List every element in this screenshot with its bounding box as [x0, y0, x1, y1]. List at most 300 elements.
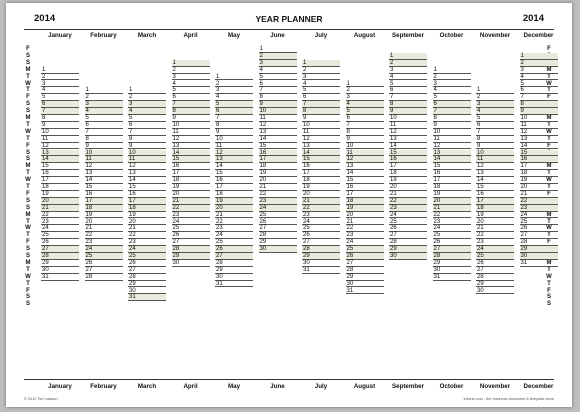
weekday-letter-right: M: [546, 66, 552, 73]
day-cell: 20: [259, 177, 297, 184]
day-cell: 10: [85, 150, 123, 157]
day-cell: 17: [85, 198, 123, 205]
day-cell: 21: [433, 205, 471, 212]
day-cell: 29: [128, 281, 166, 288]
day-cell: 1: [215, 74, 253, 81]
month-header-bottom: March: [137, 383, 157, 390]
day-cell: 12: [85, 163, 123, 170]
day-cell: 9: [41, 122, 79, 129]
planner-sheet: [6, 3, 572, 407]
day-cell: 10: [433, 129, 471, 136]
top-rule: [24, 29, 554, 30]
day-cell: 13: [389, 136, 427, 143]
weekday-letter-right: W: [546, 273, 552, 280]
day-cell: 25: [259, 212, 297, 219]
day-cell: 1: [41, 67, 79, 74]
day-cell: 11: [433, 136, 471, 143]
day-cell: 3: [172, 74, 210, 81]
day-cell: 18: [302, 177, 340, 184]
day-cell: 30: [41, 267, 79, 274]
day-cell: 31: [346, 288, 384, 295]
weekday-letter-left: S: [25, 204, 30, 211]
month-header-bottom: August: [353, 383, 376, 390]
day-cell: 9: [389, 108, 427, 115]
day-cell: 20: [346, 212, 384, 219]
day-cell: 14: [259, 136, 297, 143]
day-cell: 25: [128, 253, 166, 260]
day-cell: 7: [215, 115, 253, 122]
weekday-letter-left: M: [25, 115, 31, 121]
weekday-letter-right: T: [547, 87, 551, 94]
day-cell: 9: [172, 115, 210, 122]
month-header-bottom: April: [183, 383, 198, 390]
day-cell: 9: [128, 143, 166, 150]
weekday-letter-left: F: [26, 287, 30, 294]
day-cell: 4: [41, 87, 79, 94]
day-cell: 28: [172, 246, 210, 253]
day-cell: 12: [433, 143, 471, 150]
day-cell: 5: [346, 108, 384, 115]
day-cell: 22: [520, 198, 558, 205]
weekday-letter-right: W: [546, 80, 552, 87]
weekday-letter-left: S: [25, 156, 30, 163]
day-cell: 10: [520, 115, 558, 122]
day-cell: 14: [85, 177, 123, 184]
day-cell: 9: [215, 129, 253, 136]
day-cell: 14: [302, 150, 340, 157]
month-header-top: April: [183, 32, 198, 39]
weekday-letter-left: M: [25, 66, 31, 73]
day-cell: 13: [85, 170, 123, 177]
day-cell: 15: [302, 156, 340, 163]
day-cell: 8: [520, 101, 558, 108]
weekday-letter-left: T: [26, 218, 30, 225]
day-cell: 24: [346, 239, 384, 246]
day-cell: 14: [520, 143, 558, 150]
day-cell: 23: [476, 239, 514, 246]
day-cell: 7: [346, 122, 384, 129]
day-cell: 18: [85, 205, 123, 212]
day-cell: 26: [172, 232, 210, 239]
day-cell: 30: [346, 281, 384, 288]
day-cell: 1: [302, 60, 340, 67]
day-cell: 6: [215, 108, 253, 115]
weekday-letter-right: T: [547, 170, 551, 177]
weekday-letter-right: T: [547, 266, 551, 273]
day-cell: 8: [346, 129, 384, 136]
day-cell: 26: [41, 239, 79, 246]
day-cell: 28: [302, 246, 340, 253]
day-cell: 16: [172, 163, 210, 170]
day-cell: 10: [172, 122, 210, 129]
credit-text: infozio.com - the business document & template store: [463, 397, 554, 401]
day-cell: 30: [476, 288, 514, 295]
day-cell: 8: [215, 122, 253, 129]
day-cell: 28: [346, 267, 384, 274]
day-cell: 17: [346, 191, 384, 198]
day-cell: 20: [172, 191, 210, 198]
weekday-letter-left: T: [26, 280, 30, 287]
day-cell: 28: [128, 274, 166, 281]
day-cell: 11: [215, 143, 253, 150]
day-cell: 10: [128, 150, 166, 157]
day-cell: 5: [85, 115, 123, 122]
weekday-letter-left: S: [25, 59, 30, 66]
day-cell: 21: [128, 225, 166, 232]
day-cell: 16: [215, 177, 253, 184]
day-cell: 31: [41, 274, 79, 281]
weekday-letter-right: M: [546, 211, 552, 218]
day-cell: 8: [172, 108, 210, 115]
day-cell: 5: [215, 101, 253, 108]
copyright-text: © 2012 Tim Lawson: [24, 397, 58, 401]
day-cell: 29: [346, 274, 384, 281]
day-cell: 29: [389, 246, 427, 253]
day-cell: 12: [41, 143, 79, 150]
day-cell: 25: [346, 246, 384, 253]
day-cell: 26: [259, 219, 297, 226]
day-cell: 1: [520, 53, 558, 60]
day-cell: 13: [41, 150, 79, 157]
day-cell: 11: [85, 156, 123, 163]
day-cell: 24: [302, 219, 340, 226]
day-cell: 5: [476, 115, 514, 122]
day-cell: 7: [433, 108, 471, 115]
month-header-bottom: November: [479, 383, 511, 390]
weekday-letter-left: T: [26, 184, 30, 190]
day-cell: 25: [172, 225, 210, 232]
day-cell: 10: [389, 115, 427, 122]
day-cell: 21: [215, 212, 253, 219]
day-cell: 1: [346, 81, 384, 88]
weekday-letter-left: W: [25, 80, 31, 87]
day-cell: 18: [215, 191, 253, 198]
weekday-letter-left: W: [25, 128, 31, 135]
page-title: YEAR PLANNER: [255, 14, 323, 24]
day-cell: 23: [389, 205, 427, 212]
day-cell: 8: [433, 115, 471, 122]
day-cell: 23: [346, 232, 384, 239]
day-cell: 2: [128, 94, 166, 101]
day-cell: 11: [520, 122, 558, 129]
day-cell: 25: [41, 232, 79, 239]
day-cell: 16: [433, 170, 471, 177]
day-cell: 8: [85, 136, 123, 143]
day-cell: 23: [85, 239, 123, 246]
day-cell: 17: [476, 198, 514, 205]
day-cell: 2: [433, 74, 471, 81]
day-cell: 17: [128, 198, 166, 205]
weekday-letter-left: M: [25, 163, 31, 170]
weekday-letter-right: W: [546, 177, 552, 184]
day-cell: 22: [215, 219, 253, 226]
day-cell: 6: [520, 87, 558, 94]
day-cell: 30: [433, 267, 471, 274]
day-cell: 25: [476, 253, 514, 260]
day-cell: 13: [302, 143, 340, 150]
weekday-letter-left: W: [25, 177, 31, 184]
day-cell: 21: [302, 198, 340, 205]
day-cell: 18: [346, 198, 384, 205]
day-cell: 15: [85, 184, 123, 191]
day-cell: 22: [389, 198, 427, 205]
weekday-letter-left: S: [25, 101, 30, 108]
day-cell: 27: [302, 239, 340, 246]
day-cell: 31: [520, 260, 558, 267]
day-cell: 28: [259, 232, 297, 239]
day-cell: 22: [128, 232, 166, 239]
day-cell: 8: [476, 136, 514, 143]
day-cell: 27: [259, 225, 297, 232]
day-cell: 26: [302, 232, 340, 239]
day-cell: 1: [476, 87, 514, 94]
day-cell: 4: [259, 67, 297, 74]
day-cell: 9: [85, 143, 123, 150]
day-cell: 3: [389, 67, 427, 74]
day-cell: 17: [172, 170, 210, 177]
day-cell: 26: [346, 253, 384, 260]
day-cell: 17: [520, 163, 558, 170]
day-cell: 4: [433, 87, 471, 94]
day-cell: 16: [85, 191, 123, 198]
bottom-rule: [24, 379, 554, 380]
day-cell: 16: [476, 191, 514, 198]
weekday-letter-left: M: [25, 259, 31, 266]
day-cell: 28: [433, 253, 471, 260]
day-cell: 2: [520, 60, 558, 67]
day-cell: 23: [172, 212, 210, 219]
year-label-left: 2014: [34, 13, 56, 24]
weekday-letter-right: W: [546, 128, 552, 135]
day-cell: 21: [259, 184, 297, 191]
day-cell: 26: [128, 260, 166, 267]
month-header-bottom: May: [227, 383, 241, 390]
day-cell: 18: [476, 205, 514, 212]
day-cell: 20: [128, 219, 166, 226]
day-cell: 25: [433, 232, 471, 239]
day-cell: 21: [520, 191, 558, 198]
day-cell: 13: [259, 129, 297, 136]
day-cell: 8: [302, 108, 340, 115]
day-cell: 24: [433, 225, 471, 232]
day-cell: 5: [172, 87, 210, 94]
day-cell: 3: [302, 74, 340, 81]
month-header-bottom: September: [392, 383, 424, 390]
day-cell: 2: [41, 74, 79, 81]
day-cell: 20: [389, 184, 427, 191]
day-cell: 22: [259, 191, 297, 198]
day-cell: 4: [302, 81, 340, 88]
day-cell: 10: [302, 122, 340, 129]
day-cell: 4: [85, 108, 123, 115]
day-cell: 7: [172, 101, 210, 108]
day-cell: 13: [172, 143, 210, 150]
day-cell: 4: [476, 108, 514, 115]
month-header-top: December: [523, 32, 554, 39]
weekday-letter-left: T: [26, 266, 30, 273]
day-cell: 25: [389, 219, 427, 226]
day-cell: 17: [433, 177, 471, 184]
day-cell: 14: [41, 156, 79, 163]
day-cell: 16: [302, 163, 340, 170]
weekday-letter-right: T: [547, 232, 551, 239]
day-cell: 13: [346, 163, 384, 170]
day-cell: 7: [85, 129, 123, 136]
day-cell: 19: [215, 198, 253, 205]
day-cell: 31: [128, 294, 166, 301]
weekday-letter-left: S: [25, 149, 30, 156]
day-cell: 13: [520, 136, 558, 143]
day-cell: 6: [302, 94, 340, 101]
day-cell: 15: [520, 150, 558, 157]
day-cell: 2: [389, 60, 427, 67]
weekday-letter-left: T: [26, 87, 30, 94]
weekday-letter-left: S: [25, 52, 30, 59]
day-cell: 6: [259, 81, 297, 88]
day-cell: 26: [215, 246, 253, 253]
day-cell: 11: [389, 122, 427, 129]
month-header-top: May: [227, 32, 241, 39]
day-cell: 26: [476, 260, 514, 267]
weekday-letter-right: F: [547, 94, 551, 101]
day-cell: 9: [302, 115, 340, 122]
year-label-right: 2014: [522, 13, 544, 24]
day-cell: 27: [85, 267, 123, 274]
day-cell: 24: [85, 246, 123, 253]
weekday-letter-left: S: [25, 246, 30, 253]
day-cell: 27: [128, 267, 166, 274]
day-cell: 22: [433, 212, 471, 219]
weekday-letter-left: T: [26, 135, 30, 142]
day-cell: 7: [520, 94, 558, 101]
day-cell: 1: [172, 60, 210, 67]
day-cell: 27: [41, 246, 79, 253]
weekday-letter-left: S: [25, 197, 30, 204]
day-cell: 9: [346, 136, 384, 143]
day-cell: 18: [520, 170, 558, 177]
weekday-letter-left: S: [25, 108, 30, 115]
day-cell: 30: [215, 274, 253, 281]
day-cell: 24: [128, 246, 166, 253]
day-cell: 18: [172, 177, 210, 184]
day-cell: 7: [476, 129, 514, 136]
day-cell: 6: [128, 122, 166, 129]
day-cell: 1: [85, 87, 123, 94]
day-cell: 11: [259, 115, 297, 122]
day-cell: 15: [172, 156, 210, 163]
day-cell: 12: [259, 122, 297, 129]
weekday-letter-right: T: [547, 280, 551, 287]
weekday-letter-left: F: [26, 46, 30, 52]
day-cell: 25: [520, 219, 558, 226]
day-cell: 29: [41, 260, 79, 267]
day-cell: 26: [520, 225, 558, 232]
day-cell: 23: [302, 212, 340, 219]
day-cell: 8: [128, 136, 166, 143]
day-cell: 30: [259, 246, 297, 253]
weekday-letter-left: T: [26, 121, 30, 128]
day-cell: 19: [302, 184, 340, 191]
day-cell: 7: [389, 94, 427, 101]
day-cell: 19: [476, 212, 514, 219]
month-header-top: January: [48, 32, 72, 39]
day-cell: 29: [215, 267, 253, 274]
day-cell: 26: [433, 239, 471, 246]
month-header-bottom: July: [314, 383, 328, 390]
day-cell: 23: [433, 219, 471, 226]
day-cell: 22: [85, 232, 123, 239]
day-cell: 8: [259, 94, 297, 101]
day-cell: 30: [128, 288, 166, 295]
day-cell: 23: [520, 205, 558, 212]
day-cell: 12: [346, 156, 384, 163]
day-cell: 16: [259, 150, 297, 157]
day-cell: 21: [476, 225, 514, 232]
weekday-letter-right: T: [547, 184, 551, 190]
day-cell: 14: [433, 156, 471, 163]
day-cell: 18: [259, 163, 297, 170]
weekday-letter-right: W: [546, 225, 552, 232]
day-cell: 8: [41, 115, 79, 122]
day-cell: 14: [215, 163, 253, 170]
month-header-top: August: [353, 32, 376, 39]
day-cell: 19: [259, 170, 297, 177]
day-cell: 1: [128, 87, 166, 94]
weekday-letter-left: S: [25, 301, 30, 308]
day-cell: 21: [41, 205, 79, 212]
month-header-top: July: [314, 32, 328, 39]
day-cell: 15: [476, 184, 514, 191]
day-cell: 2: [172, 67, 210, 74]
day-cell: 27: [520, 232, 558, 239]
day-cell: 11: [302, 129, 340, 136]
day-cell: 29: [476, 281, 514, 288]
day-cell: 7: [259, 87, 297, 94]
weekday-letter-right: M: [546, 259, 552, 266]
day-cell: 24: [41, 225, 79, 232]
weekday-letter-right: F: [547, 239, 551, 246]
day-cell: 13: [128, 170, 166, 177]
weekday-letter-right: T: [547, 218, 551, 225]
day-cell: 18: [128, 205, 166, 212]
weekday-letter-right: T: [547, 135, 551, 142]
month-header-top: February: [90, 32, 117, 39]
day-cell: 3: [128, 101, 166, 108]
weekday-letter-left: S: [25, 294, 30, 301]
day-cell: 20: [215, 205, 253, 212]
weekday-letter-right: T: [547, 73, 551, 80]
day-cell: 22: [172, 205, 210, 212]
day-cell: 20: [476, 219, 514, 226]
day-cell: 9: [433, 122, 471, 129]
day-cell: 28: [85, 274, 123, 281]
month-header-top: March: [137, 32, 157, 39]
day-cell: 25: [215, 239, 253, 246]
day-cell: 6: [433, 101, 471, 108]
day-cell: 17: [259, 156, 297, 163]
day-cell: 19: [128, 212, 166, 219]
day-cell: 16: [41, 170, 79, 177]
day-cell: 28: [215, 260, 253, 267]
day-cell: 21: [85, 225, 123, 232]
day-cell: 17: [41, 177, 79, 184]
day-cell: 16: [128, 191, 166, 198]
month-header-top: October: [439, 32, 464, 39]
month-header-top: September: [392, 32, 424, 39]
day-cell: 6: [476, 122, 514, 129]
day-cell: 23: [259, 198, 297, 205]
day-cell: 12: [302, 136, 340, 143]
